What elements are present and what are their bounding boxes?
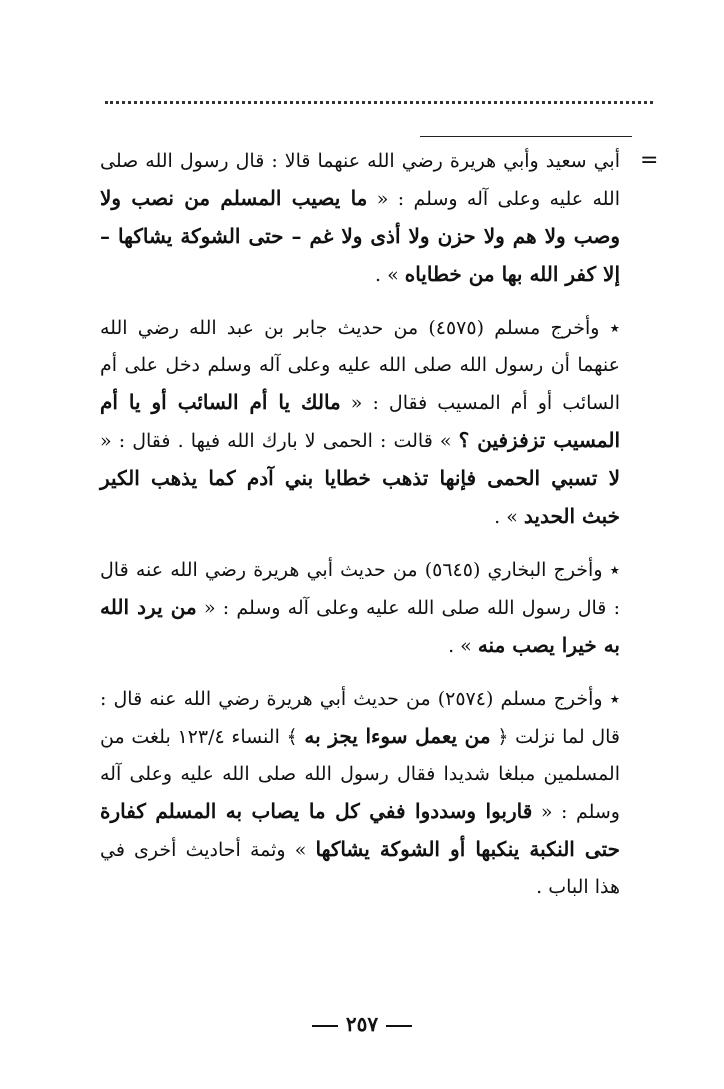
dash-left — [386, 1025, 412, 1027]
footnote-text — [100, 143, 620, 906]
page-number-footer — [0, 1012, 724, 1036]
paragraph-text: أبي سعيد وأبي هريرة رضي الله عنهما قالا : قال رسول الله صلى الله عليه وعلى آله وسلم : « — [100, 150, 620, 210]
paragraph — [100, 143, 620, 294]
paragraph — [100, 552, 620, 665]
paragraph-text: » . — [494, 506, 524, 528]
dotted-separator — [105, 101, 653, 104]
paragraph-text: ٭ وأخرج مسلم (٤٥٧٥) من حديث جابر بن عبد الله رضي الله عنهما أن رسول الله صلى الله عليه وعلى آله وسلم دخل على أم السائب أو أم المسيب فقال : « — [100, 317, 620, 414]
paragraph-text: ٭ وأخرج مسلم (٢٥٧٤) من حديث أبي هريرة رضي الله عنه قال : قال لما نزلت ﴿ — [100, 688, 621, 748]
continuation-mark: = — [640, 148, 659, 173]
hadith-quote: قاربوا وسددوا ففي كل ما يصاب به المسلم كفارة حتى النكبة ينكبها أو الشوكة يشاكها — [100, 799, 620, 861]
hadith-quote: من يرد الله به خيرا يصب منه — [100, 595, 620, 657]
paragraph — [100, 310, 620, 536]
footnote-rule — [420, 136, 632, 137]
hadith-quote: مالك يا أم السائب أو يا أم المسيب تزفزفين ؟ — [100, 390, 620, 452]
paragraph-text: » . — [374, 264, 405, 286]
hadith-quote: لا تسبي الحمى فإنها تذهب خطايا بني آدم كما يذهب الكير خبث الحديد — [100, 466, 620, 528]
paragraph-text: ﴾ النساء ١٢٣/٤ بلغت من المسلمين مبلغا شديدا فقال رسول الله صلى الله عليه وعلى آله وسلم : « — [100, 726, 620, 823]
hadith-quote: ما يصيب المسلم من نصب ولا وصب ولا هم ولا حزن ولا أذى ولا غم – حتى الشوكة يشاكها – إلا كفر الله بها من خطاياه — [100, 186, 620, 286]
paragraph-text: » . — [448, 635, 478, 657]
paragraph-text: » وثمة أحاديث أخرى في هذا الباب . — [100, 839, 620, 898]
paragraph-text: ٭ وأخرج البخاري (٥٦٤٥) من حديث أبي هريرة رضي الله عنه قال : قال رسول الله صلى الله عليه وعلى آله وسلم : « — [100, 559, 620, 619]
page-number: ٢٥٧ — [345, 1012, 379, 1036]
paragraph — [100, 681, 620, 906]
paragraph-text: » قالت : الحمى لا بارك الله فيها . فقال : « — [100, 430, 459, 452]
hadith-quote: من يعمل سوءا يجز به — [304, 724, 491, 748]
dash-right — [312, 1025, 338, 1027]
